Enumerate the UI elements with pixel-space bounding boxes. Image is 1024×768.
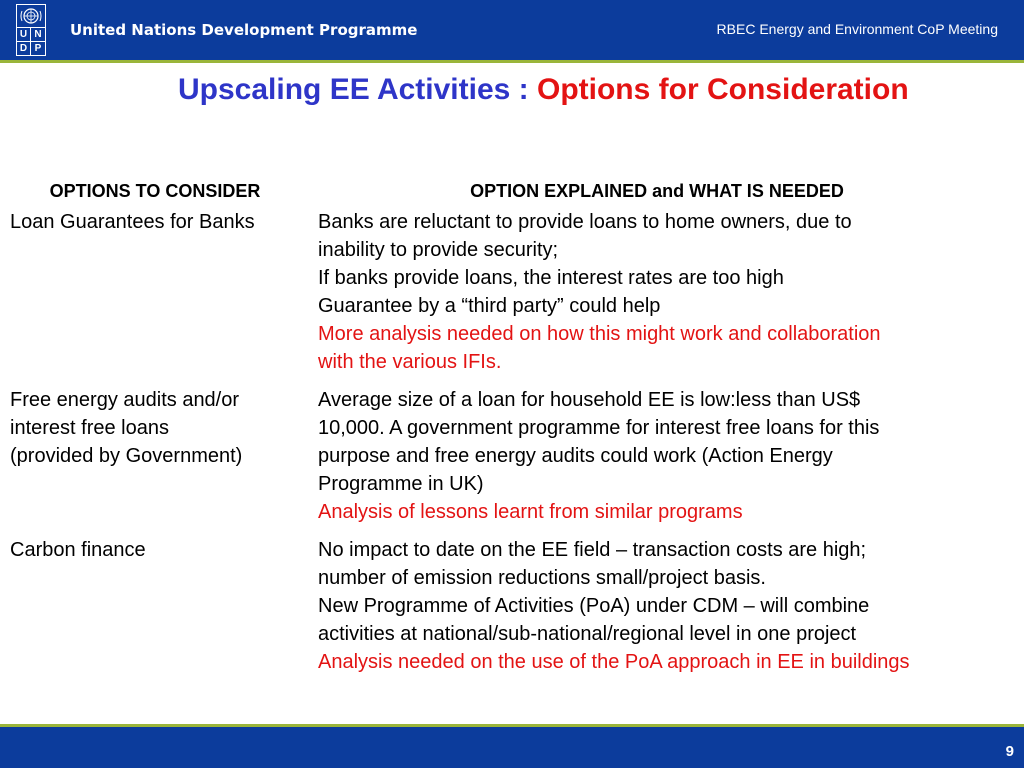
header-accent-line bbox=[0, 60, 1024, 63]
table-row bbox=[10, 386, 1014, 526]
un-emblem-icon bbox=[17, 5, 45, 28]
title-main: Upscaling EE Activities : bbox=[178, 73, 537, 106]
meeting-name: RBEC Energy and Environment CoP Meeting bbox=[716, 21, 998, 37]
explanation-text: inability to provide security; bbox=[318, 239, 559, 261]
explanation-text: number of emission reductions small/project basis. bbox=[318, 567, 766, 589]
option-text: Loan Guarantees for Banks bbox=[10, 211, 255, 233]
logo-letter: D bbox=[17, 42, 31, 55]
explanation-cell bbox=[318, 208, 1014, 376]
header-bar bbox=[0, 0, 1024, 60]
option-cell bbox=[10, 536, 318, 676]
option-cell bbox=[10, 208, 318, 376]
column-header-explanation: OPTION EXPLAINED and WHAT IS NEEDED bbox=[470, 181, 844, 201]
needed-text: with the various IFIs. bbox=[318, 351, 502, 373]
needed-text: Analysis needed on the use of the PoA approach in EE in buildings bbox=[318, 651, 910, 673]
logo-letter: N bbox=[31, 28, 45, 42]
explanation-text: purpose and free energy audits could work (Action Energy bbox=[318, 445, 833, 467]
option-cell bbox=[10, 386, 318, 526]
option-text: Free energy audits and/or bbox=[10, 389, 240, 411]
column-header-options: OPTIONS TO CONSIDER bbox=[49, 181, 261, 201]
organization-name: United Nations Development Programme bbox=[70, 21, 418, 39]
explanation-text: New Programme of Activities (PoA) under CDM – will combine bbox=[318, 595, 870, 617]
needed-text: More analysis needed on how this might work and collaboration bbox=[318, 323, 881, 345]
explanation-text: activities at national/sub-national/regional level in one project bbox=[318, 623, 857, 645]
page-number: 9 bbox=[1005, 743, 1014, 760]
option-text: (provided by Government) bbox=[10, 445, 243, 467]
explanation-text: Programme in UK) bbox=[318, 473, 484, 495]
explanation-text: Banks are reluctant to provide loans to home owners, due to bbox=[318, 211, 852, 233]
slide-title bbox=[178, 73, 909, 107]
table-row bbox=[10, 208, 1014, 376]
footer-bar bbox=[0, 727, 1024, 768]
logo-letter: U bbox=[17, 28, 31, 42]
explanation-text: Guarantee by a “third party” could help bbox=[318, 295, 661, 317]
title-highlight: Options for Consideration bbox=[537, 73, 909, 106]
needed-text: Analysis of lessons learnt from similar programs bbox=[318, 501, 743, 523]
option-text: Carbon finance bbox=[10, 539, 146, 561]
options-table bbox=[10, 178, 1014, 676]
table-row bbox=[10, 536, 1014, 676]
explanation-text: 10,000. A government programme for interest free loans for this bbox=[318, 417, 880, 439]
explanation-cell bbox=[318, 386, 1014, 526]
undp-logo bbox=[16, 4, 46, 56]
explanation-text: No impact to date on the EE field – transaction costs are high; bbox=[318, 539, 867, 561]
option-text: interest free loans bbox=[10, 417, 169, 439]
explanation-text: If banks provide loans, the interest rates are too high bbox=[318, 267, 784, 289]
logo-letter: P bbox=[34, 43, 42, 54]
undp-letters bbox=[17, 28, 45, 55]
explanation-text: Average size of a loan for household EE is low:less than US$ bbox=[318, 389, 861, 411]
explanation-cell bbox=[318, 536, 1014, 676]
table-header bbox=[10, 178, 1014, 208]
